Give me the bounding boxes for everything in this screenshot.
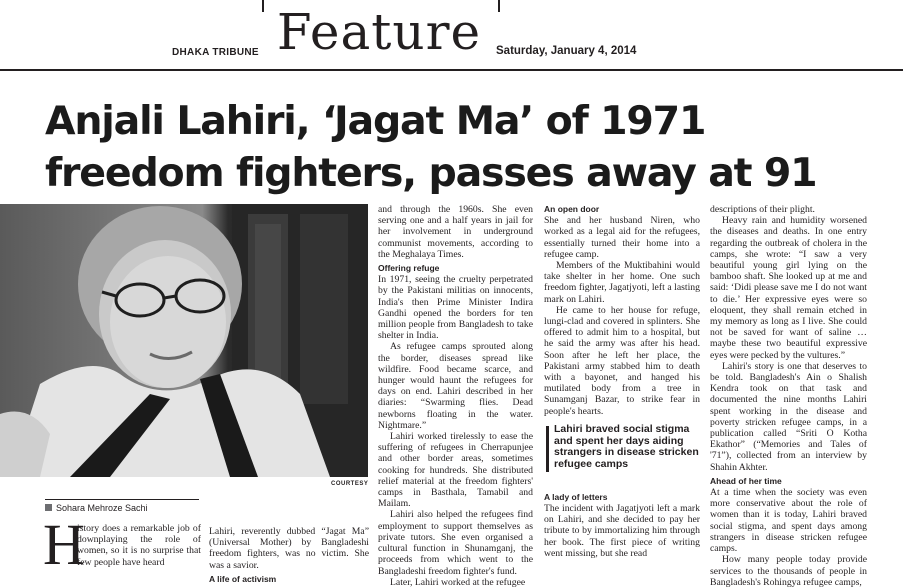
issue-date: Saturday, January 4, 2014 [496,45,637,57]
column-4 [544,204,700,559]
paragraph: Members of the Muktibahini would take shelter in her home. One such freedom fighter, Jagatjyoti, left a lasting mark on Lahiri. [544,260,700,305]
paragraph: Later, Lahiri worked at the refugee [390,576,526,588]
byline: Sohara Mehroze Sachi [56,503,148,513]
newspaper-name: DHAKA TRIBUNE [172,47,259,58]
paragraph: In 1971, seeing the cruelty perpetrated by the Pakistani militias on innocents, India's then Prime Minister Indira Gandhi opened the borders for ten million people from Bangladesh to take shelter in India. [378,274,533,342]
paragraph: She and her husband Niren, who worked as a legal aid for the refugees, essentially turned their home into a refugee camp. [544,215,700,260]
subheading: A life of activism [209,573,277,584]
paragraph: descriptions of their plight. [710,204,815,215]
paragraph: He came to her house for refuge, lungi-clad and covered in splinters. She offered to admit him to a hospital, but he said the army was after his head. Soon after he left her place, the Pakistani army stabbed him to death with a bayonet, and hanged his mutilated body from a tree in Sunamganj Bazar, to strike fear in people's hearts. [544,304,700,417]
paragraph: Lahiri's story is one that deserves to be told. Bangladesh's Ain o Shalish Kendra took on that task and documented the nine months Lahiri spent working in the disease and poverty stricken refugee camps, in a publication called “Sriti O Kotha Ekathor” (“Memories and Tales of '71”), collected from an interview by Shahin Akhter. [710,360,867,473]
subheading: Offering refuge [378,263,440,274]
paragraph: The incident with Jagatjyoti left a mark on Lahiri, and she decided to pay her tribute to by immortalizing him through her book. The first piece of writing went missing, but she read [544,503,700,559]
paragraph: Heavy rain and humidity worsened the diseases and deaths. In one entry regarding the outbreak of cholera in the camps, she wrote: “I saw a very beautiful young girl lying on the bamboo shaft. She looked up at me and said: ‘Didi please save me I do not want to die.’ Her expressive eyes were so eloquent, they shall remain etched in my memory as long as I live. She could not be saved for want of saline … maybe these two beautiful expressive eyes were pecked by the vultures.” [710,215,867,361]
column-5 [710,204,867,588]
column-3 [378,204,533,588]
byline-marker [45,504,52,511]
paragraph: Lahiri worked tirelessly to ease the suffering of refugees in Cherrapunjee and other border areas, sometimes cooking for hundreds. She distributed relief material at the freedom fighters' camps in Basthala, Tamabil and Mailam. [378,431,533,510]
paragraph: Lahiri, reverently dubbed “Jagat Ma” (Universal Mother) by Bangladeshi freedom fighters, was no victim. She was a savior. [209,526,369,571]
section-title: Feature [276,3,482,61]
byline-rule [45,499,199,500]
paragraph: istory does a remarkable job of downplaying the role of women, so it is no surprise that few people have heard [77,523,201,568]
subheading: Ahead of her time [710,475,782,486]
column-2 [209,526,369,585]
photo-credit: COURTESY [331,481,369,487]
paragraph: Lahiri also helped the refugees find employment to support themselves as private tutors. She even organised a cultural function in Shunamganj, the proceeds from which went to the Bangladeshi freedom fighter's fund. [378,509,533,577]
drop-cap: H [43,512,85,577]
paragraph: As refugee camps sprouted along the border, diseases spread like wildfire. Food became scarce, and hunger would haunt the refugees for days on end. Lahiri described in her diaries: “Swarming flies. Dead newborns floating in the water. Nightmare.” [378,341,533,431]
portrait-illustration [0,204,368,477]
paragraph: How many people today provide services to the thousands of people in Bangladesh's Rohingya refugee camps, [710,554,867,588]
subheading: An open door [544,204,600,214]
masthead-rule [0,69,903,71]
column-1 [77,523,201,568]
article-photo [0,204,368,477]
subheading: A lady of letters [544,491,608,502]
paragraph: and through the 1960s. She even serving one and a half years in jail for her involvement in underground communist movements, according to the Meghalaya Times. [378,204,533,260]
paragraph: At a time when the society was even more conservative about the role of women than it is today, Lahiri braved social stigma, and spent days among strangers in disease stricken refugee camps. [710,487,867,555]
article-headline: Anjali Lahiri, ‘Jagat Ma’ of 1971 freedom fighters, passes away at 91 [45,98,817,196]
pull-quote: Lahiri braved social stigma and spent her days aiding strangers in disease stricken refugee camps [554,423,699,470]
